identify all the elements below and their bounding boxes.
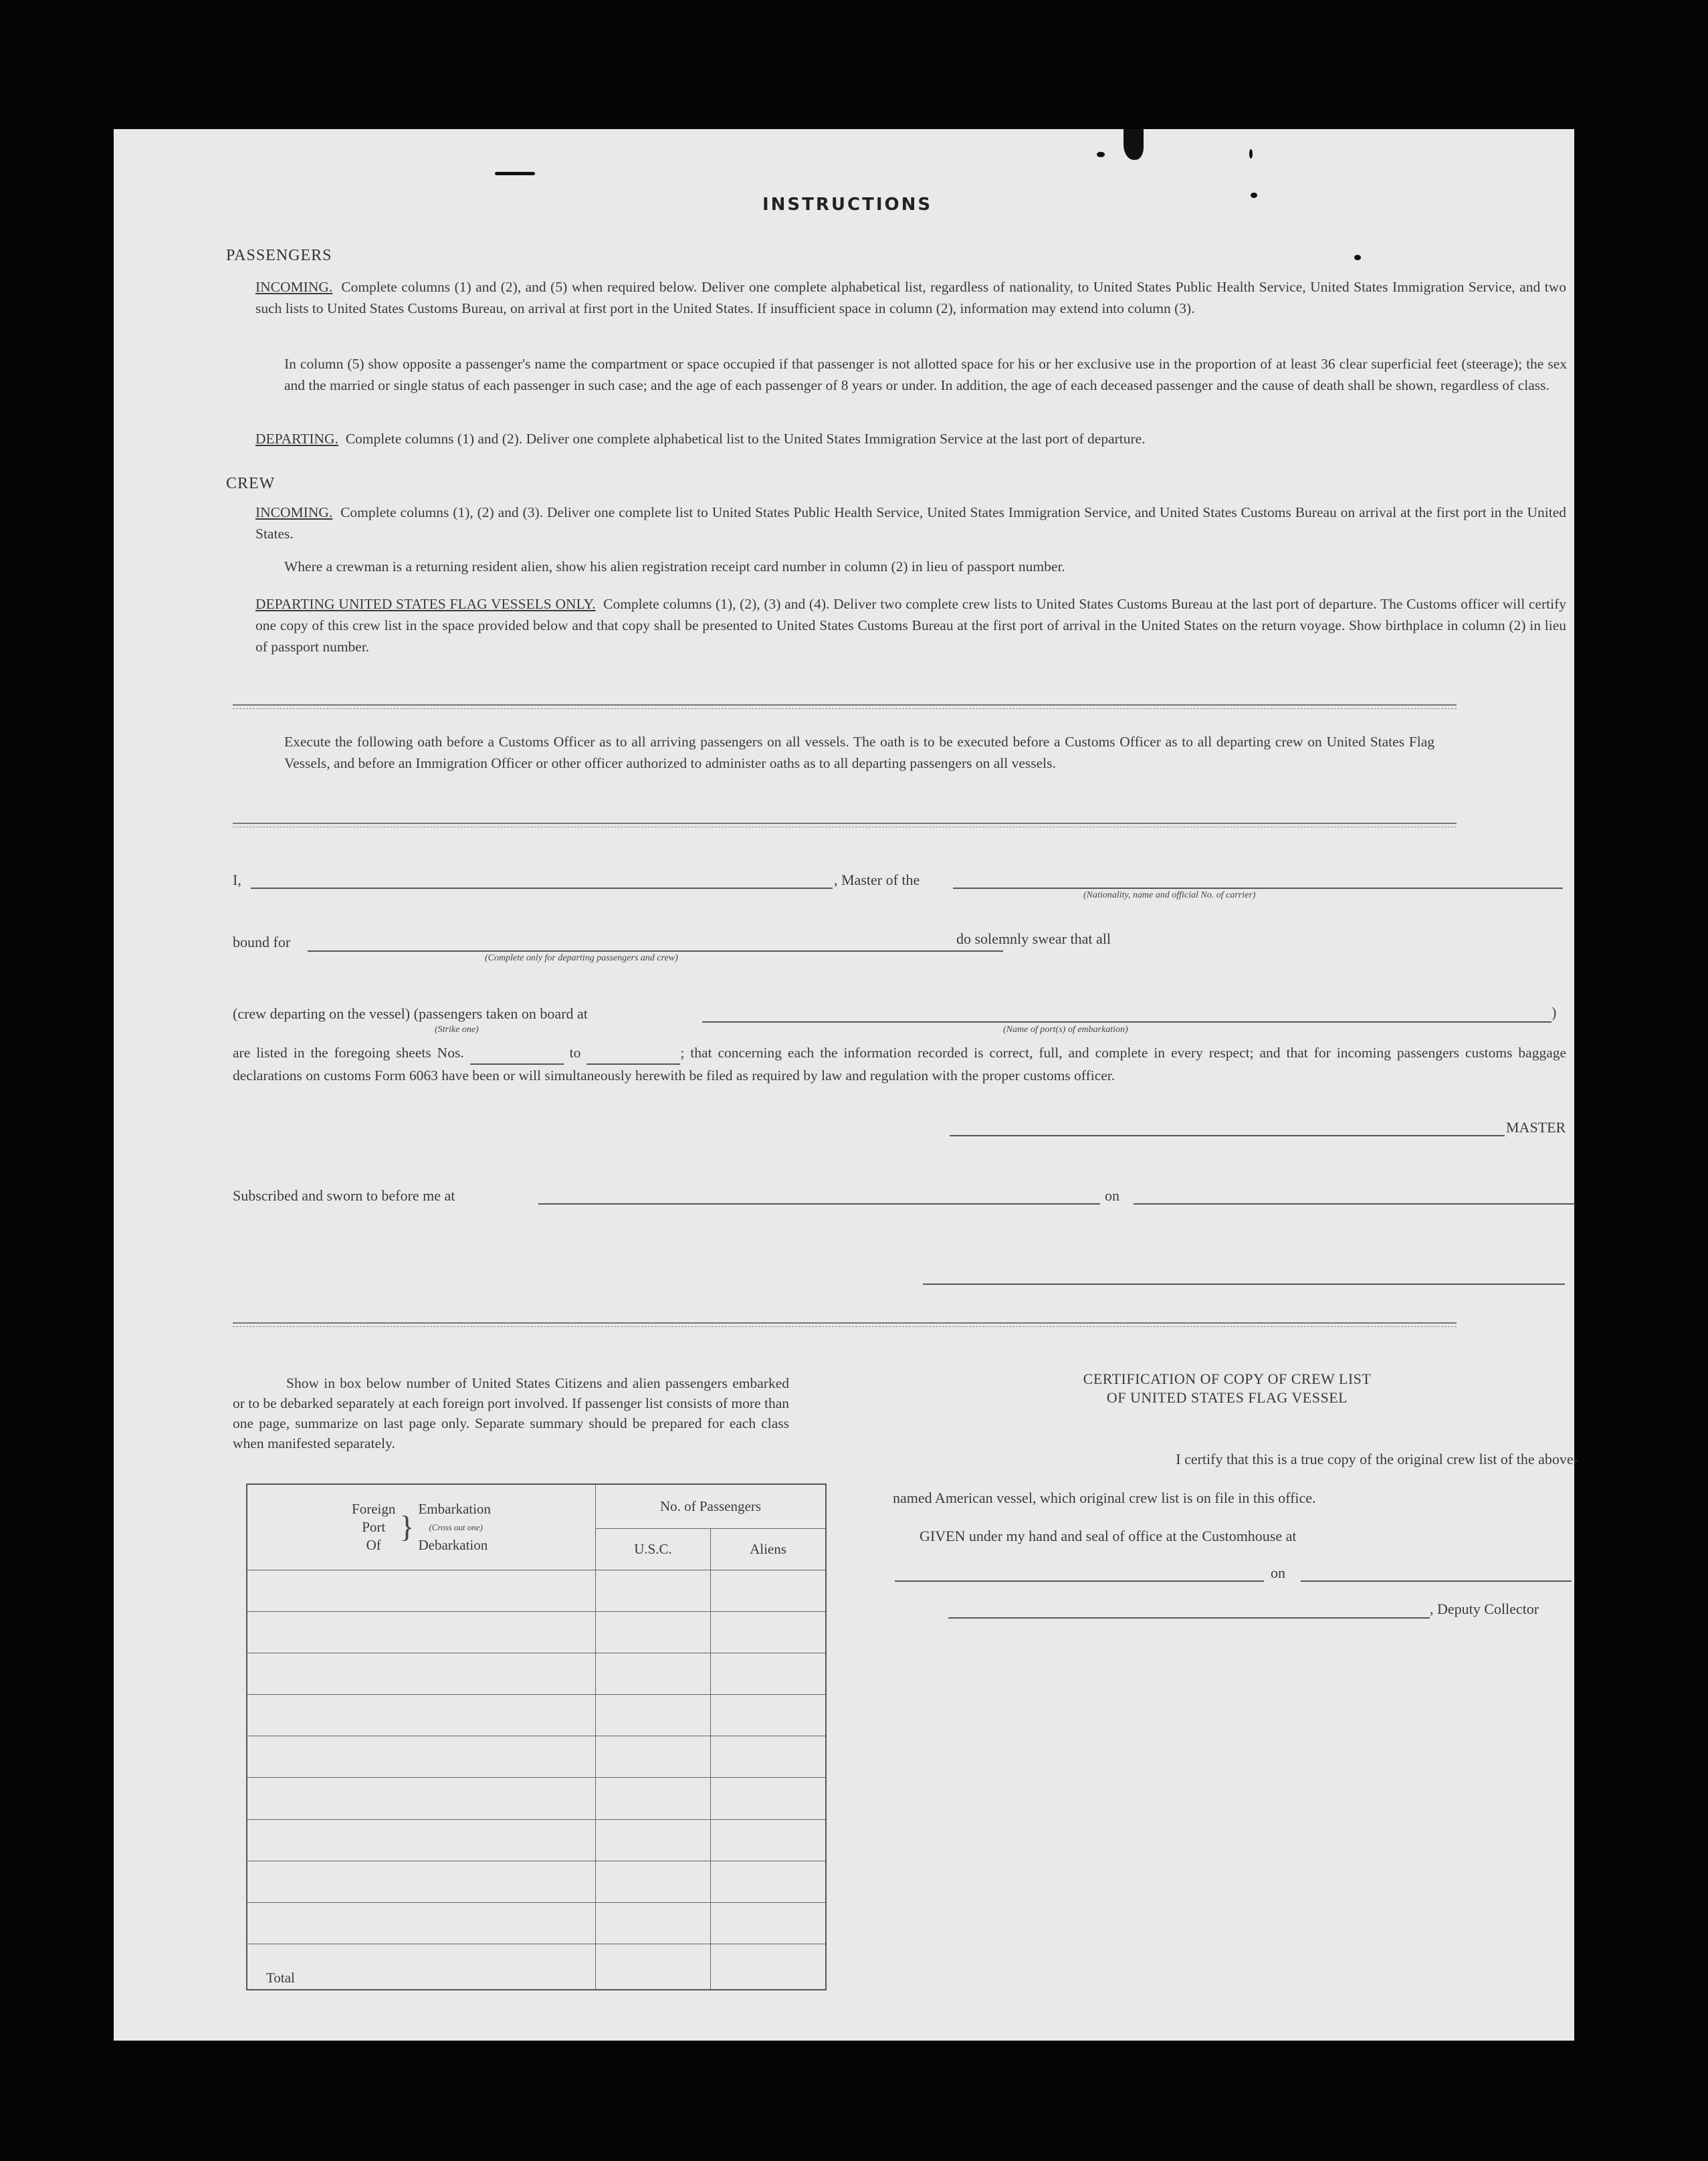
ink-speck: [1354, 255, 1361, 260]
table-row[interactable]: [596, 1778, 711, 1819]
cross-out-note: (Cross out one): [429, 1522, 483, 1532]
divider: [233, 823, 1457, 824]
passengers-incoming-label: INCOMING.: [255, 279, 333, 295]
carrier-note: (Nationality, name and official No. of carrier): [1083, 890, 1256, 900]
sheets-to-field[interactable]: [586, 1042, 680, 1065]
of-label: Of: [366, 1536, 381, 1553]
table-row[interactable]: [596, 1861, 711, 1902]
table-row[interactable]: [247, 1819, 596, 1861]
brace-symbol: }: [399, 1510, 415, 1544]
embarkation-label: Embarkation: [418, 1500, 491, 1517]
divider: [233, 708, 1457, 709]
subscribed-date-line[interactable]: [1134, 1203, 1575, 1205]
crew-resident-paragraph: Where a crewman is a returning resident alien, show his alien registration receipt card number in column (2) in lieu of passport number.: [284, 558, 1065, 575]
swear-text: do solemnly swear that all: [956, 930, 1111, 947]
deputy-collector-label: , Deputy Collector: [1430, 1601, 1539, 1617]
crew-departing-label: (crew departing on the vessel) (passengers taken on board at: [233, 1005, 588, 1022]
table-row[interactable]: [710, 1653, 826, 1695]
debarkation-label: Debarkation: [418, 1536, 488, 1553]
master-name-line[interactable]: [251, 888, 833, 889]
passengers-incoming-text: Complete columns (1) and (2), and (5) when required below. Deliver one complete alphabetical list, regardless of nationality, to United States Public Health Service, United States Immigration Service, and two such lists to United States Customs Bureau, on arrival at first port in the United States. If insufficient space in column (2), information may extend into column (3).: [255, 279, 1566, 316]
table-row[interactable]: [710, 1695, 826, 1736]
table-row[interactable]: [710, 1778, 826, 1819]
table-row[interactable]: [710, 1570, 826, 1611]
table-row[interactable]: [596, 1570, 711, 1611]
passenger-summary-table: [246, 1483, 827, 1990]
table-row[interactable]: [710, 1861, 826, 1902]
divider: [233, 1322, 1457, 1324]
table-row[interactable]: [710, 1819, 826, 1861]
officer-signature-line[interactable]: [923, 1283, 1565, 1285]
usc-header: U.S.C.: [596, 1528, 711, 1570]
passengers-incoming-paragraph: [255, 276, 1566, 319]
certification-date-line[interactable]: [1301, 1580, 1572, 1582]
bound-for-label: bound for: [233, 934, 291, 950]
given-text: GIVEN under my hand and seal of office at the Customhouse at: [920, 1528, 1297, 1544]
table-row[interactable]: [247, 1695, 596, 1736]
torn-corner-mark: [1124, 129, 1144, 160]
crew-incoming-text: Complete columns (1), (2) and (3). Deliver one complete list to United States Public Health Service, United States Immigration Service, and United States Customs Bureau on arrival at the first port in the United States.: [255, 504, 1566, 542]
ports-note: (Name of port(s) of embarkation): [1003, 1025, 1128, 1035]
subscribed-label: Subscribed and sworn to before me at: [233, 1187, 455, 1204]
ink-speck: [1249, 149, 1253, 159]
divider: [233, 1326, 1457, 1327]
total-label: Total: [247, 1944, 596, 1990]
table-row[interactable]: [596, 1902, 711, 1944]
certification-title-line2: OF UNITED STATES FLAG VESSEL: [1106, 1389, 1348, 1406]
table-row[interactable]: [596, 1653, 711, 1695]
passengers-column5-paragraph: In column (5) show opposite a passenger's name the compartment or space occupied if that passenger is not allotted space for his or her exclusive use in the proportion of at least 36 clear superficial feet (steerage); the sex and the married or single status of each passenger in such case; and the age of each passenger of 8 years or under. In addition, the age of each deceased passenger and the cause of death shall be shown, regardless of class.: [284, 356, 1567, 393]
concerning-text: ; that concerning each the information recorded is correct, full, and complete in every respect; and that for incoming passengers customs baggage declarations on customs Form 6063 have been or will simultaneously herewith be filed as required by law and regulation with the proper customs officer.: [233, 1045, 1567, 1084]
certification-on-label: on: [1271, 1564, 1285, 1581]
table-row[interactable]: [247, 1653, 596, 1695]
crew-departing-text: Complete columns (1), (2), (3) and (4). Deliver two complete crew lists to United States Customs Bureau at the last port of departure. The Customs officer will certify one copy of this crew list in the space provided below and that copy shall be presented to United States Customs Bureau at the first port of arrival in the United States on the return voyage. Show birthplace in column (2) in lieu of passport number.: [255, 596, 1566, 655]
table-row[interactable]: [710, 1736, 826, 1778]
passengers-departing-label: DEPARTING.: [255, 431, 338, 447]
table-row[interactable]: [247, 1861, 596, 1902]
table-row[interactable]: [596, 1695, 711, 1736]
divider: [233, 704, 1457, 706]
table-row[interactable]: [596, 1819, 711, 1861]
certify-text-1: I certify that this is a true copy of the original crew list of the above-: [1176, 1451, 1578, 1467]
port-label: Port: [362, 1518, 386, 1535]
closing-paren: ): [1552, 1004, 1557, 1021]
subscribed-place-line[interactable]: [538, 1203, 1100, 1205]
summary-instruction: Show in box below number of United States Citizens and alien passengers embarked or to be debarked separately at each foreign port involved. If passenger list consists of more than one page, summarize on last page only. Separate summary should be prepared for each class when manifested separately.: [233, 1375, 789, 1451]
crew-incoming-label: INCOMING.: [255, 504, 333, 520]
certification-title-line1: CERTIFICATION OF COPY OF CREW LIST: [1083, 1370, 1372, 1387]
subscribed-on-label: on: [1105, 1187, 1119, 1204]
total-usc-cell[interactable]: [596, 1944, 711, 1990]
table-row[interactable]: [596, 1736, 711, 1778]
table-row[interactable]: [247, 1778, 596, 1819]
master-of-the-label: , Master of the: [834, 871, 920, 888]
table-row[interactable]: [710, 1612, 826, 1653]
total-aliens-cell[interactable]: [710, 1944, 826, 1990]
passengers-heading: PASSENGERS: [226, 247, 332, 264]
passengers-departing-text: Complete columns (1) and (2). Deliver one complete alphabetical list to the United States Immigration Service at the last port of departure.: [345, 431, 1146, 447]
oath-instruction: Execute the following oath before a Customs Officer as to all arriving passengers on all vessels. The oath is to be executed before a Customs Officer as to all departing crew on United States Flag Vessels, and before an Immigration Officer or other officer authorized to administer oaths as to all departing passengers on all vessels.: [284, 734, 1434, 771]
crew-incoming-paragraph: [255, 502, 1566, 544]
strike-one-note: (Strike one): [435, 1025, 479, 1035]
no-of-passengers-header: No. of Passengers: [596, 1484, 827, 1528]
table-row[interactable]: [247, 1612, 596, 1653]
certify-text-2: named American vessel, which original crew list is on file in this office.: [893, 1489, 1316, 1506]
table-row[interactable]: [710, 1902, 826, 1944]
to-label: to: [569, 1045, 581, 1061]
crew-departing-label: DEPARTING UNITED STATES FLAG VESSELS ONLY.: [255, 596, 596, 612]
page-title: INSTRUCTIONS: [762, 195, 933, 215]
table-row[interactable]: [247, 1570, 596, 1611]
foreign-port-of-label: [352, 1500, 395, 1554]
ink-speck: [1251, 193, 1257, 198]
listed-in-label: are listed in the foregoing sheets Nos.: [233, 1045, 464, 1061]
deputy-signature-line[interactable]: [948, 1617, 1430, 1619]
bound-note: (Complete only for departing passengers and crew): [485, 953, 678, 963]
port-header-cell: [247, 1484, 596, 1570]
table-row[interactable]: [596, 1612, 711, 1653]
table-row[interactable]: [247, 1902, 596, 1944]
sheets-from-field[interactable]: [470, 1042, 564, 1065]
aliens-header: Aliens: [710, 1528, 826, 1570]
document-page: [114, 129, 1578, 2041]
ink-speck: [1097, 152, 1105, 157]
embark-debark-label: [418, 1500, 490, 1554]
master-label: MASTER: [1506, 1119, 1566, 1136]
foreign-label: Foreign: [352, 1500, 396, 1517]
oath-i-label: I,: [233, 871, 241, 888]
listed-paragraph: [233, 1042, 1566, 1086]
carrier-line[interactable]: [953, 888, 1563, 889]
table-row[interactable]: [247, 1736, 596, 1778]
crew-heading: CREW: [226, 475, 276, 492]
crew-departing-paragraph: [255, 593, 1566, 657]
ink-speck: [495, 172, 535, 175]
master-signature-line[interactable]: [950, 1135, 1505, 1136]
passengers-departing-paragraph: [255, 428, 1566, 449]
customhouse-place-line[interactable]: [895, 1580, 1264, 1582]
bound-for-line[interactable]: [308, 950, 1003, 952]
ports-line[interactable]: [702, 1021, 1552, 1023]
